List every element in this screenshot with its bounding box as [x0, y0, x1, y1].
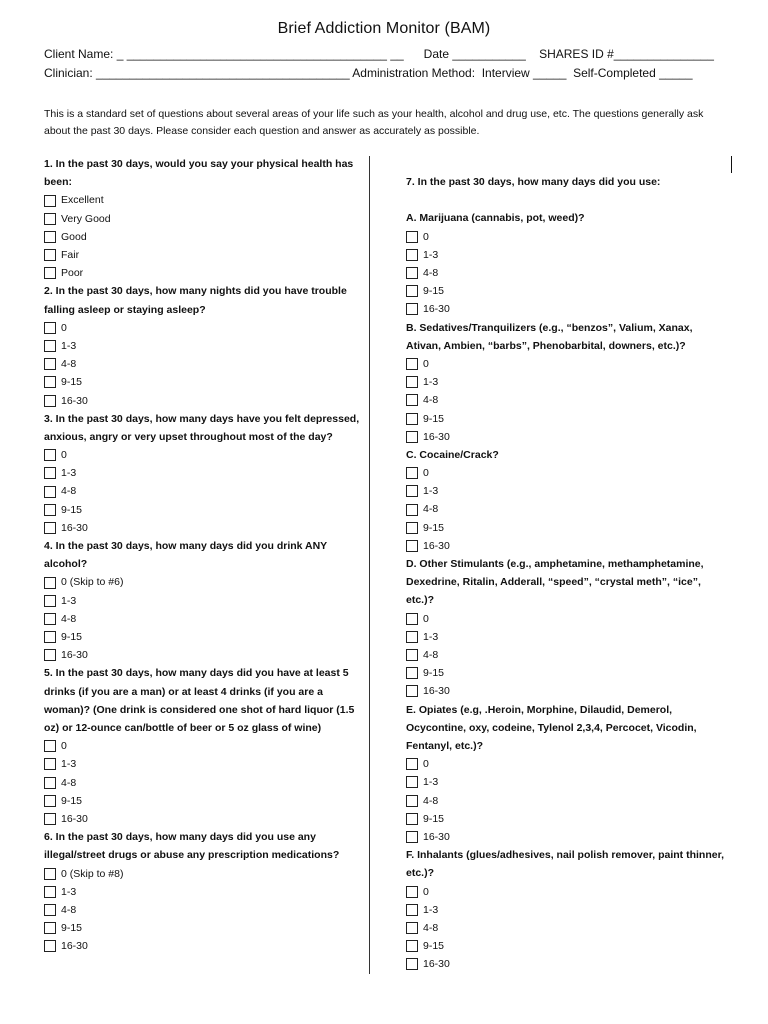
checkbox[interactable] [406, 795, 418, 807]
option-label: 0 (Skip to #8) [61, 867, 124, 880]
option-label: 1-3 [61, 467, 77, 480]
checkbox[interactable] [406, 249, 418, 261]
option-label: 4-8 [423, 921, 439, 934]
checkbox[interactable] [44, 758, 56, 770]
option-label: 16-30 [423, 830, 450, 843]
answer-option[interactable] [406, 410, 724, 428]
answer-option[interactable] [44, 446, 362, 464]
option-label: 9-15 [423, 285, 445, 298]
option-label: 16-30 [423, 958, 450, 971]
checkbox[interactable] [44, 795, 56, 807]
checkbox[interactable] [406, 394, 418, 406]
checkbox[interactable] [406, 940, 418, 952]
checkbox[interactable] [406, 776, 418, 788]
question-text: 6. In the past 30 days, how many days did you use any illegal/street drugs or abuse any prescription medications? [44, 831, 340, 862]
option-label: Excellent [61, 194, 104, 207]
answer-option[interactable] [406, 664, 724, 682]
answer-option[interactable] [406, 428, 724, 446]
substance-question: E. Opiates (e.g, .Heroin, Morphine, Dilaudid, Demerol, Ocycontine, oxy, codeine, Tylenol 2,3,4, Percocet, Vicodin, Fentanyl, etc.)? [406, 703, 697, 752]
checkbox[interactable] [44, 868, 56, 880]
checkbox[interactable] [406, 631, 418, 643]
checkbox[interactable] [406, 904, 418, 916]
answer-option[interactable] [44, 628, 362, 646]
checkbox[interactable] [406, 267, 418, 279]
checkbox[interactable] [44, 522, 56, 534]
option-label: 1-3 [423, 485, 439, 498]
substance-block [406, 319, 724, 446]
checkbox[interactable] [406, 231, 418, 243]
substance-question: F. Inhalants (glues/adhesives, nail polish remover, paint thinner, etc.)? [406, 849, 724, 880]
checkbox[interactable] [44, 213, 56, 225]
substance-question: A. Marijuana (cannabis, pot, weed)? [406, 212, 585, 225]
option-label: Very Good [61, 212, 111, 225]
answer-option[interactable] [44, 373, 362, 391]
answer-option[interactable] [406, 228, 724, 246]
answer-option[interactable] [406, 937, 724, 955]
checkbox[interactable] [44, 249, 56, 261]
option-label: 4-8 [61, 776, 77, 789]
option-label: 0 [61, 321, 67, 334]
option-label: 1-3 [423, 630, 439, 643]
checkbox[interactable] [406, 358, 418, 370]
option-label: 4-8 [61, 485, 77, 498]
answer-option[interactable] [44, 191, 362, 209]
answer-option[interactable] [44, 519, 362, 537]
answer-option[interactable] [406, 628, 724, 646]
substance-block [406, 846, 724, 973]
answer-option[interactable] [406, 810, 724, 828]
intro-paragraph: This is a standard set of questions about several areas of your life such as your health, alcohol and drug use, etc. The questions generally ask about the past 30 days. Please consider each question and answer as accurately as possible. [44, 108, 704, 137]
option-label: 4-8 [423, 649, 439, 661]
answer-option[interactable] [406, 901, 724, 919]
answer-option[interactable] [406, 482, 724, 500]
question-block [44, 155, 362, 282]
answer-option[interactable] [406, 264, 724, 282]
option-label: 16-30 [61, 394, 88, 407]
answer-option[interactable] [44, 228, 362, 246]
checkbox[interactable] [44, 195, 56, 207]
checkbox[interactable] [44, 449, 56, 461]
answer-option[interactable] [406, 610, 724, 628]
option-label: 9-15 [423, 667, 445, 680]
option-label: 16-30 [423, 303, 450, 316]
answer-option[interactable] [44, 901, 362, 919]
checkbox[interactable] [406, 485, 418, 497]
question-block [44, 664, 362, 828]
right-column [406, 173, 724, 973]
answer-option[interactable] [406, 646, 724, 664]
question-7-heading: 7. In the past 30 days, how many days did you use: [406, 176, 661, 188]
substance-block [406, 701, 724, 847]
checkbox[interactable] [406, 431, 418, 443]
option-label: 16-30 [423, 430, 450, 443]
checkbox[interactable] [44, 231, 56, 243]
checkbox[interactable] [44, 340, 56, 352]
answer-option[interactable] [44, 482, 362, 500]
option-label: 4-8 [61, 903, 77, 916]
answer-option[interactable] [406, 537, 724, 555]
option-label: 1-3 [423, 903, 439, 916]
option-label: 9-15 [423, 940, 445, 953]
answer-option[interactable] [44, 464, 362, 482]
option-label: 0 [423, 230, 429, 243]
answer-option[interactable] [406, 355, 724, 373]
checkbox[interactable] [406, 958, 418, 970]
checkbox[interactable] [44, 886, 56, 898]
checkbox[interactable] [44, 922, 56, 934]
answer-option[interactable] [406, 955, 724, 973]
option-label: 1-3 [61, 885, 77, 898]
option-label: 0 [423, 758, 429, 771]
answer-option[interactable] [44, 573, 362, 591]
checkbox[interactable] [44, 267, 56, 279]
option-label: 9-15 [423, 412, 445, 425]
answer-option[interactable] [406, 464, 724, 482]
document-title: Brief Addiction Monitor (BAM) [277, 20, 491, 37]
substance-question: D. Other Stimulants (e.g., amphetamine, methamphetamine, Dexedrine, Ritalin, Adderall, “speed”, “crystal meth”, “ice”, etc.)? [406, 558, 704, 607]
client-info-line: Client Name: _ _______________________________________ __ Date ___________ SHARES ID #_______________ [44, 47, 714, 61]
option-label: Poor [61, 267, 84, 280]
checkbox[interactable] [406, 613, 418, 625]
answer-option[interactable] [44, 501, 362, 519]
answer-option[interactable] [44, 392, 362, 410]
answer-option[interactable] [406, 391, 724, 409]
answer-option[interactable] [406, 246, 724, 264]
checkbox[interactable] [44, 649, 56, 661]
option-label: 1-3 [423, 376, 439, 389]
checkbox[interactable] [406, 522, 418, 534]
question-block [44, 410, 362, 537]
answer-option[interactable] [44, 319, 362, 337]
answer-option[interactable] [406, 919, 724, 937]
option-label: 16-30 [61, 940, 88, 953]
option-label: 4-8 [61, 358, 77, 371]
checkbox[interactable] [44, 777, 56, 789]
checkbox[interactable] [44, 740, 56, 752]
checkbox[interactable] [44, 467, 56, 479]
option-label: 4-8 [423, 503, 439, 516]
question-text: 2. In the past 30 days, how many nights did you have trouble falling asleep or staying asleep? [44, 285, 347, 316]
answer-option[interactable] [44, 610, 362, 628]
column-divider [369, 156, 370, 974]
option-label: 9-15 [61, 794, 83, 807]
answer-option[interactable] [406, 373, 724, 391]
substance-question: B. Sedatives/Tranquilizers (e.g., “benzos”, Valium, Xanax, Ativan, Ambien, “barbs”, Phenobarbital, downers, etc.)? [406, 321, 693, 352]
question-block [44, 537, 362, 664]
checkbox[interactable] [44, 595, 56, 607]
option-label: 9-15 [61, 503, 83, 516]
option-label: 16-30 [61, 521, 88, 534]
answer-option[interactable] [406, 883, 724, 901]
substance-block [406, 555, 724, 701]
option-label: 4-8 [423, 794, 439, 807]
checkbox[interactable] [44, 904, 56, 916]
question-text: 5. In the past 30 days, how many days did you have at least 5 drinks (if you are a man) or at least 4 drinks (if you are a woman)? (One drink is considered one shot of hard liquor (1.5 oz) or 12-ounce can/bottle of beer or 5 oz glass of wine) [44, 667, 355, 734]
checkbox[interactable] [406, 831, 418, 843]
answer-option[interactable] [44, 264, 362, 282]
checkbox[interactable] [44, 613, 56, 625]
checkbox[interactable] [44, 322, 56, 334]
option-label: 16-30 [61, 812, 88, 825]
checkbox[interactable] [406, 758, 418, 770]
checkbox[interactable] [406, 922, 418, 934]
checkbox[interactable] [406, 285, 418, 297]
option-label: 9-15 [423, 521, 445, 534]
checkbox[interactable] [44, 504, 56, 516]
checkbox[interactable] [44, 813, 56, 825]
checkbox[interactable] [44, 358, 56, 370]
answer-option[interactable] [44, 210, 362, 228]
option-label: 16-30 [423, 539, 450, 552]
question-block [44, 828, 362, 955]
checkbox[interactable] [406, 813, 418, 825]
option-label: 0 (Skip to #6) [61, 576, 124, 589]
answer-option[interactable] [44, 755, 362, 773]
answer-option[interactable] [44, 246, 362, 264]
left-column [44, 155, 362, 955]
checkbox[interactable] [406, 504, 418, 516]
checkbox[interactable] [406, 303, 418, 315]
answer-option[interactable] [44, 883, 362, 901]
question-text: 1. In the past 30 days, would you say your physical health has been: [44, 158, 354, 189]
option-label: 9-15 [61, 631, 83, 643]
answer-option[interactable] [44, 355, 362, 373]
option-label: Fair [61, 248, 80, 261]
question-block [44, 282, 362, 409]
answer-option[interactable] [406, 282, 724, 300]
substance-block [406, 446, 724, 555]
answer-option[interactable] [406, 682, 724, 700]
option-label: Good [61, 230, 87, 243]
checkbox[interactable] [44, 631, 56, 643]
checkbox[interactable] [44, 577, 56, 589]
checkbox[interactable] [44, 376, 56, 388]
checkbox[interactable] [406, 685, 418, 697]
option-label: 1-3 [423, 248, 439, 261]
option-label: 4-8 [423, 266, 439, 279]
option-label: 4-8 [423, 394, 439, 407]
answer-option[interactable] [44, 646, 362, 664]
answer-option[interactable] [406, 755, 724, 773]
answer-option[interactable] [406, 500, 724, 518]
option-label: 9-15 [61, 376, 83, 389]
option-label: 0 [423, 467, 429, 480]
option-label: 0 [423, 885, 429, 898]
checkbox[interactable] [406, 376, 418, 388]
checkbox[interactable] [44, 486, 56, 498]
checkbox[interactable] [44, 395, 56, 407]
answer-option[interactable] [44, 919, 362, 937]
clinician-info-line: Clinician: ______________________________________ Administration Method: Interview _____ Self-Completed _____ [44, 66, 693, 80]
answer-option[interactable] [406, 300, 724, 318]
option-label: 1-3 [61, 339, 77, 352]
answer-option[interactable] [44, 937, 362, 955]
checkbox[interactable] [44, 940, 56, 952]
text-cursor [731, 156, 732, 173]
checkbox[interactable] [406, 886, 418, 898]
checkbox[interactable] [406, 667, 418, 679]
option-label: 1-3 [61, 758, 77, 771]
answer-option[interactable] [406, 773, 724, 791]
option-label: 0 [423, 612, 429, 625]
answer-option[interactable] [406, 519, 724, 537]
option-label: 16-30 [61, 649, 88, 662]
answer-option[interactable] [406, 792, 724, 810]
option-label: 1-3 [423, 776, 439, 789]
checkbox[interactable] [406, 649, 418, 661]
answer-option[interactable] [44, 865, 362, 883]
substance-question: C. Cocaine/Crack? [406, 448, 499, 461]
answer-option[interactable] [44, 810, 362, 828]
question-text: 4. In the past 30 days, how many days did you drink ANY alcohol? [44, 540, 327, 571]
checkbox[interactable] [406, 540, 418, 552]
option-label: 9-15 [61, 922, 83, 935]
checkbox[interactable] [406, 413, 418, 425]
option-label: 9-15 [423, 812, 445, 825]
option-label: 16-30 [423, 685, 450, 698]
answer-option[interactable] [44, 792, 362, 810]
answer-option[interactable] [406, 828, 724, 846]
option-label: 1-3 [61, 594, 77, 607]
answer-option[interactable] [44, 774, 362, 792]
answer-option[interactable] [44, 737, 362, 755]
option-label: 4-8 [61, 612, 77, 625]
option-label: 0 [61, 449, 67, 462]
answer-option[interactable] [44, 592, 362, 610]
question-text: 3. In the past 30 days, how many days have you felt depressed, anxious, angry or very upset throughout most of the day? [44, 412, 360, 443]
substance-block [406, 209, 724, 318]
checkbox[interactable] [406, 467, 418, 479]
answer-option[interactable] [44, 337, 362, 355]
option-label: 0 [423, 357, 429, 370]
option-label: 0 [61, 740, 67, 753]
